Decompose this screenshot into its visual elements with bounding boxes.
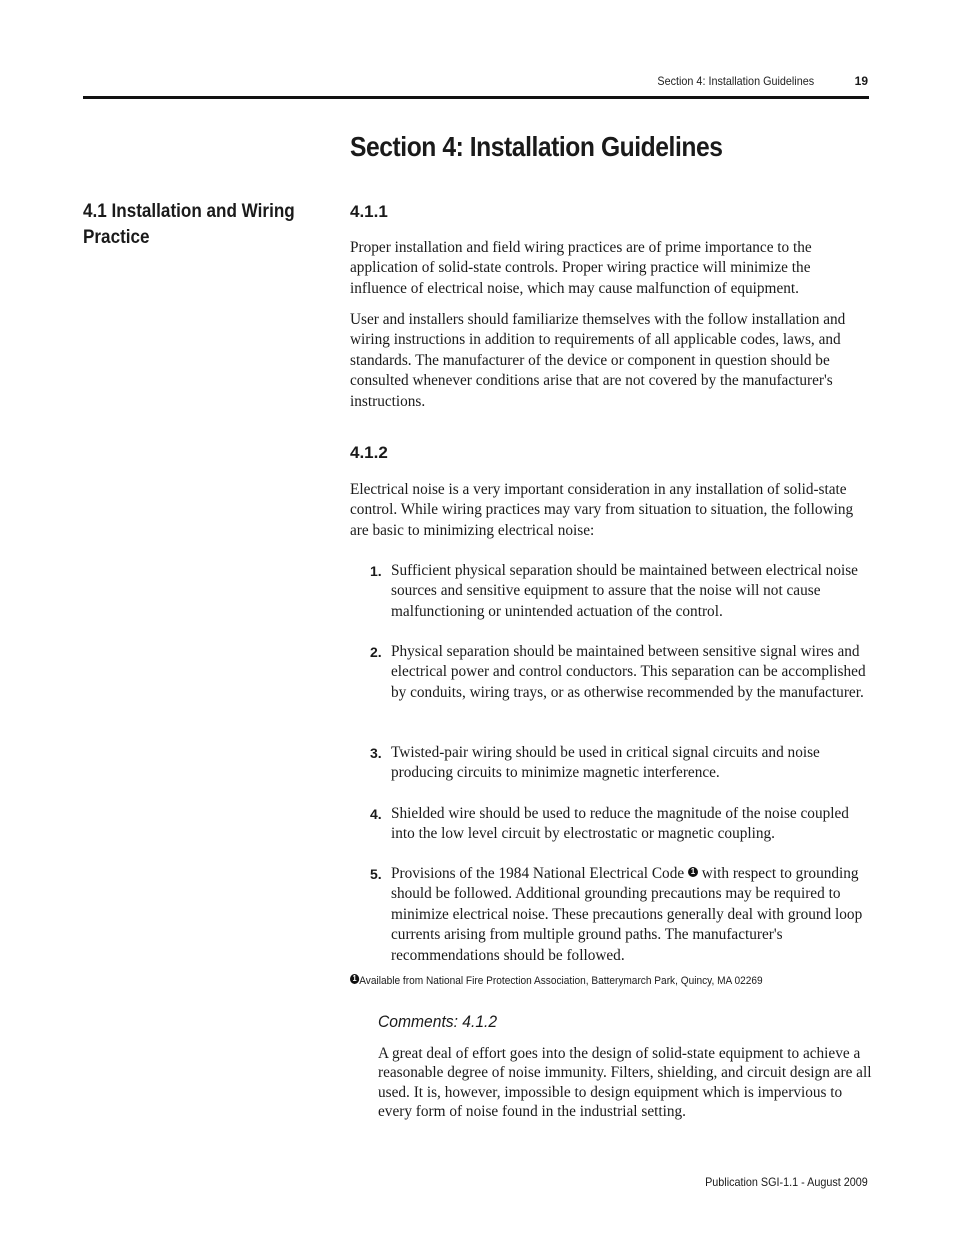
section-title: Section 4: Installation Guidelines [350, 131, 723, 162]
list-text: Twisted-pair wiring should be used in critical signal circuits and noise producing circuits to minimize magnetic interference. [391, 744, 820, 782]
comments-paragraph: A great deal of effort goes into the design of solid-state equipment to achieve a reasonable degree of noise immunity. Filters, shielding, and circuit design are all used. It is, however, impossible to design equipment which is impervious to every form of noise found in the industrial setting. [378, 1045, 872, 1121]
list-item [350, 804, 870, 845]
paragraph-412-intro: Electrical noise is a very important consideration in any installation of solid-state control. While wiring practices may vary from situation to situation, the following are basic to minimizing electrical noise: [350, 481, 854, 539]
header-rule [83, 96, 869, 99]
list-number: 2. [370, 644, 382, 660]
list-text: Shielded wire should be used to reduce the magnitude of the noise coupled into the low level circuit by electrostatic or magnetic coupling. [391, 805, 849, 843]
footnote-marker-icon: 1 [350, 974, 359, 984]
paragraph-411-1: Proper installation and field wiring practices are of prime importance to the application of solid-state controls. Proper wiring practice will minimize the influence of electrical noise, which may cause malfunction of equipment. [350, 239, 812, 297]
footnote-marker-icon: 1 [688, 867, 698, 877]
list-item [350, 743, 870, 784]
page-number: 19 [854, 74, 868, 88]
list-text: Physical separation should be maintained between sensitive signal wires and electrical power and control conductors. This separation can be accomplished by conduits, wiring trays, or as otherwise recommended by the manufacturer. [391, 643, 866, 701]
publication-footer: Publication SGI-1.1 - August 2009 [705, 1175, 868, 1189]
list-text [391, 864, 870, 966]
list-text-before-note: Provisions of the 1984 National Electrical Code [391, 865, 685, 882]
footnote [350, 974, 763, 987]
list-number: 5. [370, 866, 382, 882]
list-item [350, 642, 870, 703]
footnote-text: Available from National Fire Protection Association, Batterymarch Park, Quincy, MA 02269 [359, 975, 763, 987]
subsection-heading-411: 4.1.1 [350, 202, 388, 221]
list-number: 4. [370, 806, 382, 822]
list-text-after-note: with respect to grounding should be followed. Additional grounding precautions may be required to minimize electrical noise. These precautions generally deal with ground loop currents arising from multiple ground paths. The manufacturer's recommendations should be followed. [391, 865, 863, 964]
subsection-heading-412: 4.1.2 [350, 443, 388, 462]
paragraph-411-2: User and installers should familiarize themselves with the follow installation and wiring instructions in addition to requirements of all applicable codes, laws, and standards. The manufacturer of the device or component in question should be consulted whenever conditions arise that are not covered by the manufacturer's instructions. [350, 311, 846, 410]
list-item [350, 864, 870, 966]
list-number: 1. [370, 563, 382, 579]
running-header-title: Section 4: Installation Guidelines [657, 74, 814, 88]
side-heading: 4.1 Installation and Wiring Practice [83, 201, 295, 248]
list-number: 3. [370, 745, 382, 761]
list-item [350, 561, 870, 622]
list-text: Sufficient physical separation should be maintained between electrical noise sources and sensitive equipment to assure that the noise will not cause malfunctioning or unintended actuation of the control. [391, 562, 858, 620]
comments-heading: Comments: 4.1.2 [378, 1012, 498, 1031]
